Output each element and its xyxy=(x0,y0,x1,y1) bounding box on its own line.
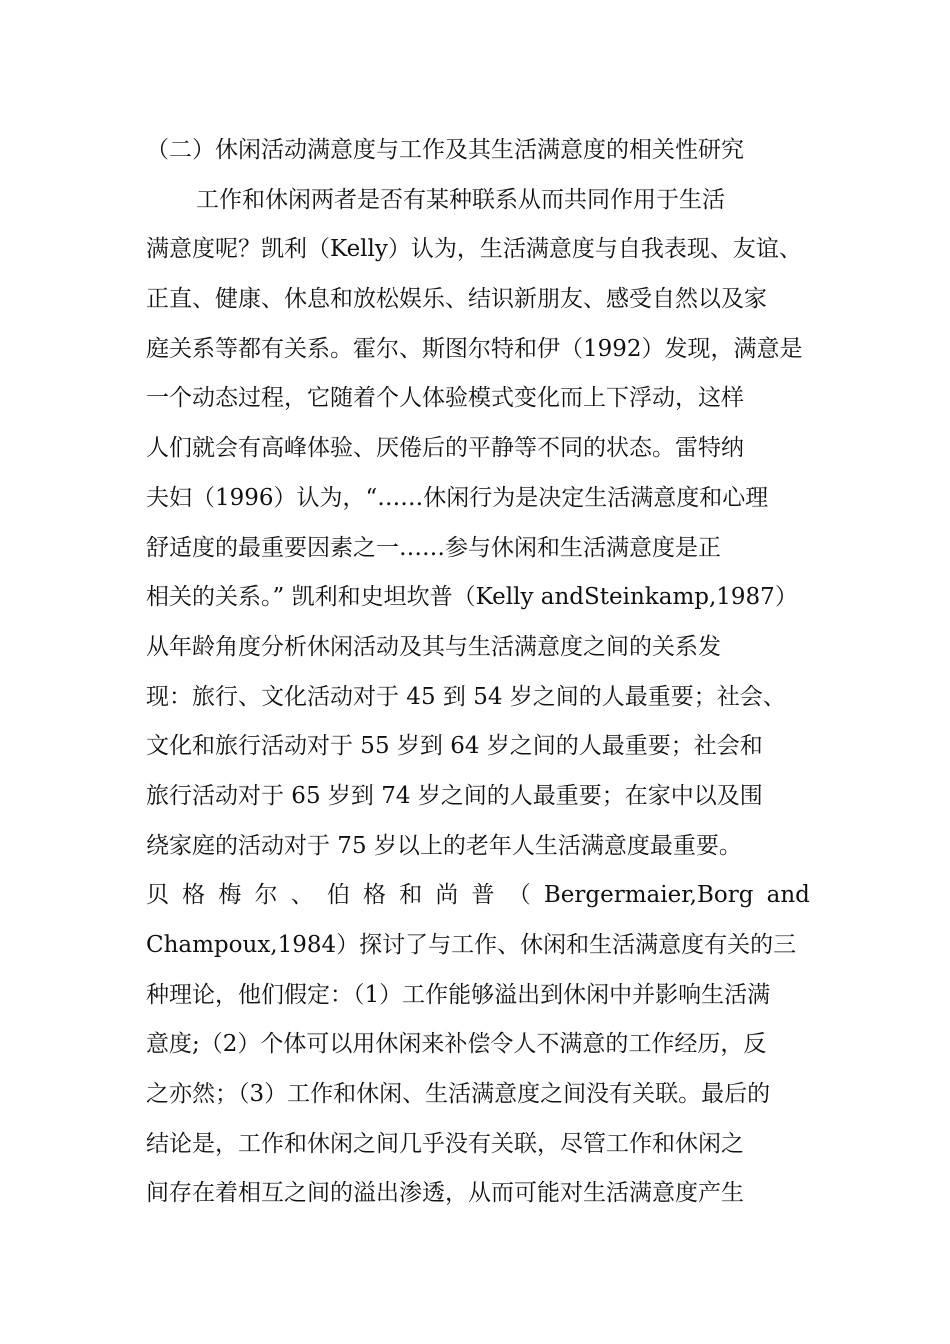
paragraph-line: 相关的关系。” 凯利和史坦坎普（Kelly andSteinkamp,1987） xyxy=(146,584,798,611)
justified-chunk: 和 xyxy=(399,882,423,909)
paragraph-line: 正直、健康、休息和放松娱乐、结识新朋友、感受自然以及家 xyxy=(146,286,767,313)
paragraph-line: 种理论，他们假定：（1）工作能够溢出到休闲中并影响生活满 xyxy=(146,981,771,1008)
justified-chunk: 、 xyxy=(290,882,314,909)
paragraph-line: 旅行活动对于 65 岁到 74 岁之间的人最重要；在家中以及围 xyxy=(146,782,763,809)
paragraph-line: 意度;（2）个体可以用休闲来补偿令人不满意的工作经历，反 xyxy=(146,1031,767,1058)
justified-chunk: 尚 xyxy=(435,882,459,909)
paragraph-line: 夫妇（1996）认为，“……休闲行为是决定生活满意度和心理 xyxy=(146,484,769,511)
justified-chunk: 伯 xyxy=(326,882,350,909)
paragraph-line: 庭关系等都有关系。霍尔、斯图尔特和伊（1992）发现，满意是 xyxy=(146,335,803,362)
paragraph-line: 工作和休闲两者是否有某种联系从而共同作用于生活 xyxy=(196,186,725,213)
paragraph-line: Champoux,1984）探讨了与工作、休闲和生活满意度有关的三 xyxy=(146,932,797,958)
paragraph-line: 结论是，工作和休闲之间几乎没有关联，尽管工作和休闲之 xyxy=(146,1130,744,1157)
justified-chunk: 格 xyxy=(363,882,387,909)
paragraph-line: 间存在着相互之间的溢出渗透，从而可能对生活满意度产生 xyxy=(146,1180,744,1207)
section-heading: （二）休闲活动满意度与工作及其生活满意度的相关性研究 xyxy=(146,137,744,163)
justified-chunk: 格 xyxy=(182,882,206,909)
justified-paragraph-line xyxy=(146,871,810,921)
paragraph-line: 现：旅行、文化活动对于 45 到 54 岁之间的人最重要；社会、 xyxy=(146,683,786,710)
paragraph-line: 之亦然；（3）工作和休闲、生活满意度之间没有关联。最后的 xyxy=(146,1081,771,1108)
justified-chunk: 普 xyxy=(471,882,495,909)
paragraph-line: 绕家庭的活动对于 75 岁以上的老年人生活满意度最重要。 xyxy=(146,832,742,859)
paragraph-line: 从年龄角度分析休闲活动及其与生活满意度之间的关系发 xyxy=(146,633,721,660)
justified-chunk: Bergermaier,Borg xyxy=(543,882,754,909)
paragraph-line: 满意度呢？凯利（Kelly）认为，生活满意度与自我表现、友谊、 xyxy=(146,236,802,263)
justified-chunk: （ xyxy=(507,882,531,909)
paragraph-line: 舒适度的最重要因素之一……参与休闲和生活满意度是正 xyxy=(146,534,721,561)
paragraph-line: 人们就会有高峰体验、厌倦后的平静等不同的状态。雷特纳 xyxy=(146,435,744,462)
paragraph-line: 一个动态过程，它随着个人体验模式变化而上下浮动，这样 xyxy=(146,385,744,412)
justified-chunk: 贝 xyxy=(146,882,169,909)
justified-chunk: and xyxy=(766,882,810,909)
justified-chunk: 梅 xyxy=(218,882,242,909)
document-body xyxy=(146,126,810,1219)
paragraph-line: 文化和旅行活动对于 55 岁到 64 岁之间的人最重要；社会和 xyxy=(146,733,763,760)
justified-chunk: 尔 xyxy=(254,882,278,909)
